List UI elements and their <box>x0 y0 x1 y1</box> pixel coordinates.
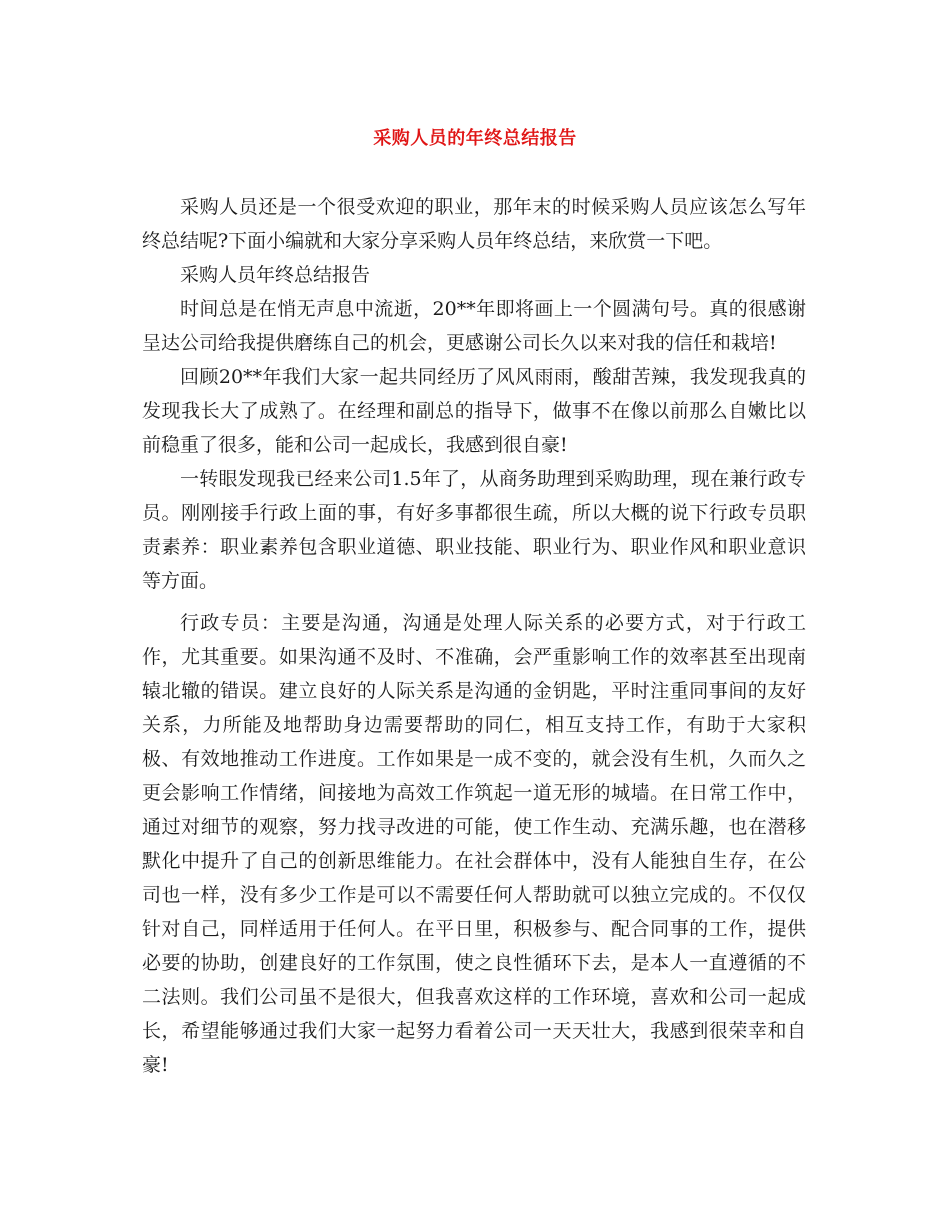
paragraph-opening: 时间总是在悄无声息中流逝，20**年即将画上一个圆满句号。真的很感谢呈达公司给我提供磨练自己的机会，更感谢公司长久以来对我的信任和栽培! <box>142 298 806 354</box>
section-heading: 采购人员年终总结报告 <box>180 264 371 286</box>
document-title: 采购人员的年终总结报告 <box>373 128 577 149</box>
document-body <box>142 190 806 1082</box>
paragraph-admin-duties: 行政专员：主要是沟通，沟通是处理人际关系的必要方式，对于行政工作，尤其重要。如果沟通不及时、不准确，会严重影响工作的效率甚至出现南辕北辙的错误。建立良好的人际关系是沟通的金钥匙，平时注重同事间的友好关系，力所能及地帮助身边需要帮助的同仁，相互支持工作，有助于大家积极、有效地推动工作进度。工作如果是一成不变的，就会没有生机，久而久之更会影响工作情绪，间接地为高效工作筑起一道无形的城墙。在日常工作中，通过对细节的观察，努力找寻改进的可能，使工作生动、充满乐趣，也在潜移默化中提升了自己的创新思维能力。在社会群体中，没有人能独自生存，在公司也一样，没有多少工作是可以不需要任何人帮助就可以独立完成的。不仅仅针对自己，同样适用于任何人。在平日里，积极参与、配合同事的工作，提供必要的协助，创建良好的工作氛围，使之良性循环下去，是本人一直遵循的不二法则。我们公司虽不是很大，但我喜欢这样的工作环境，喜欢和公司一起成长，希望能够通过我们大家一起努力看着公司一天天壮大，我感到很荣幸和自豪! <box>142 612 806 1076</box>
paragraph-role: 一转眼发现我已经来公司1.5年了，从商务助理到采购助理，现在兼行政专员。刚刚接手行政上面的事，有好多事都很生疏，所以大概的说下行政专员职责素养：职业素养包含职业道德、职业技能、职业行为、职业作风和职业意识等方面。 <box>142 468 806 592</box>
paragraph-review: 回顾20**年我们大家一起共同经历了风风雨雨，酸甜苦辣，我发现我真的发现我长大了成熟了。在经理和副总的指导下，做事不在像以前那么自嫩比以前稳重了很多，能和公司一起成长，我感到很自豪! <box>142 366 806 456</box>
intro-paragraph: 采购人员还是一个很受欢迎的职业，那年末的时候采购人员应该怎么写年终总结呢?下面小编就和大家分享采购人员年终总结，来欣赏一下吧。 <box>142 196 806 252</box>
